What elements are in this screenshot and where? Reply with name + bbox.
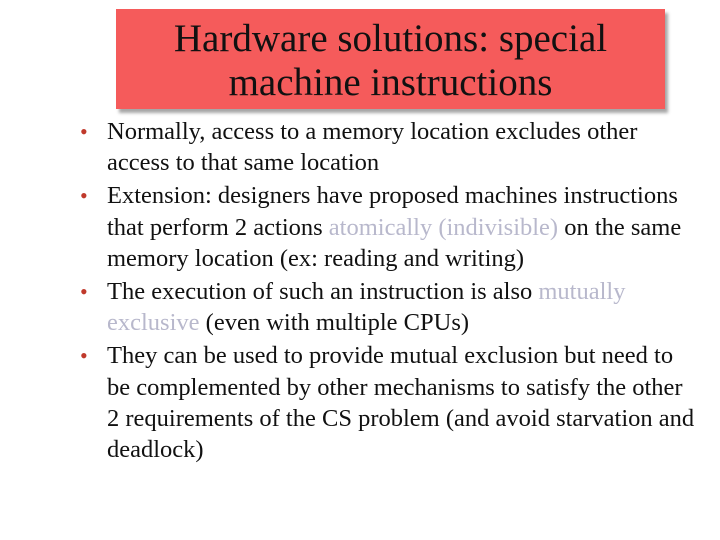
highlighted-term: mutually exclusive bbox=[107, 278, 626, 337]
bullet-list bbox=[80, 116, 700, 467]
bullet-mark: • bbox=[80, 183, 88, 209]
slide-title-box bbox=[116, 9, 665, 109]
bullet-mark: • bbox=[80, 119, 88, 144]
slide-title-line-2: machine instructions bbox=[228, 61, 553, 104]
bullet-text: They can be used to provide mutual exclusion but need to be complemented by other mechanisms to satisfy the other 2 requirements of the CS problem (and avoid starvation and deadlock) bbox=[107, 342, 695, 464]
bullet-text: on the same memory location (ex: reading and writing) bbox=[107, 213, 682, 272]
highlighted-term: atomically (indivisible) bbox=[328, 213, 559, 241]
bullet-item bbox=[80, 116, 700, 178]
bullet-item bbox=[80, 180, 700, 274]
bullet-text: Extension: designers have proposed machines instructions that perform 2 actions bbox=[107, 182, 678, 241]
bullet-mark: • bbox=[80, 279, 88, 305]
bullet-text: The execution of such an instruction is also bbox=[107, 278, 539, 306]
slide-title bbox=[174, 13, 607, 105]
bullet-item bbox=[80, 276, 700, 338]
bullet-text: Normally, access to a memory location excludes other access to that same location bbox=[107, 118, 638, 177]
bullet-item bbox=[80, 340, 700, 465]
bullet-text: (even with multiple CPUs) bbox=[199, 309, 470, 337]
bullet-mark: • bbox=[80, 343, 88, 369]
slide-title-line-1: Hardware solutions: special bbox=[173, 17, 608, 60]
